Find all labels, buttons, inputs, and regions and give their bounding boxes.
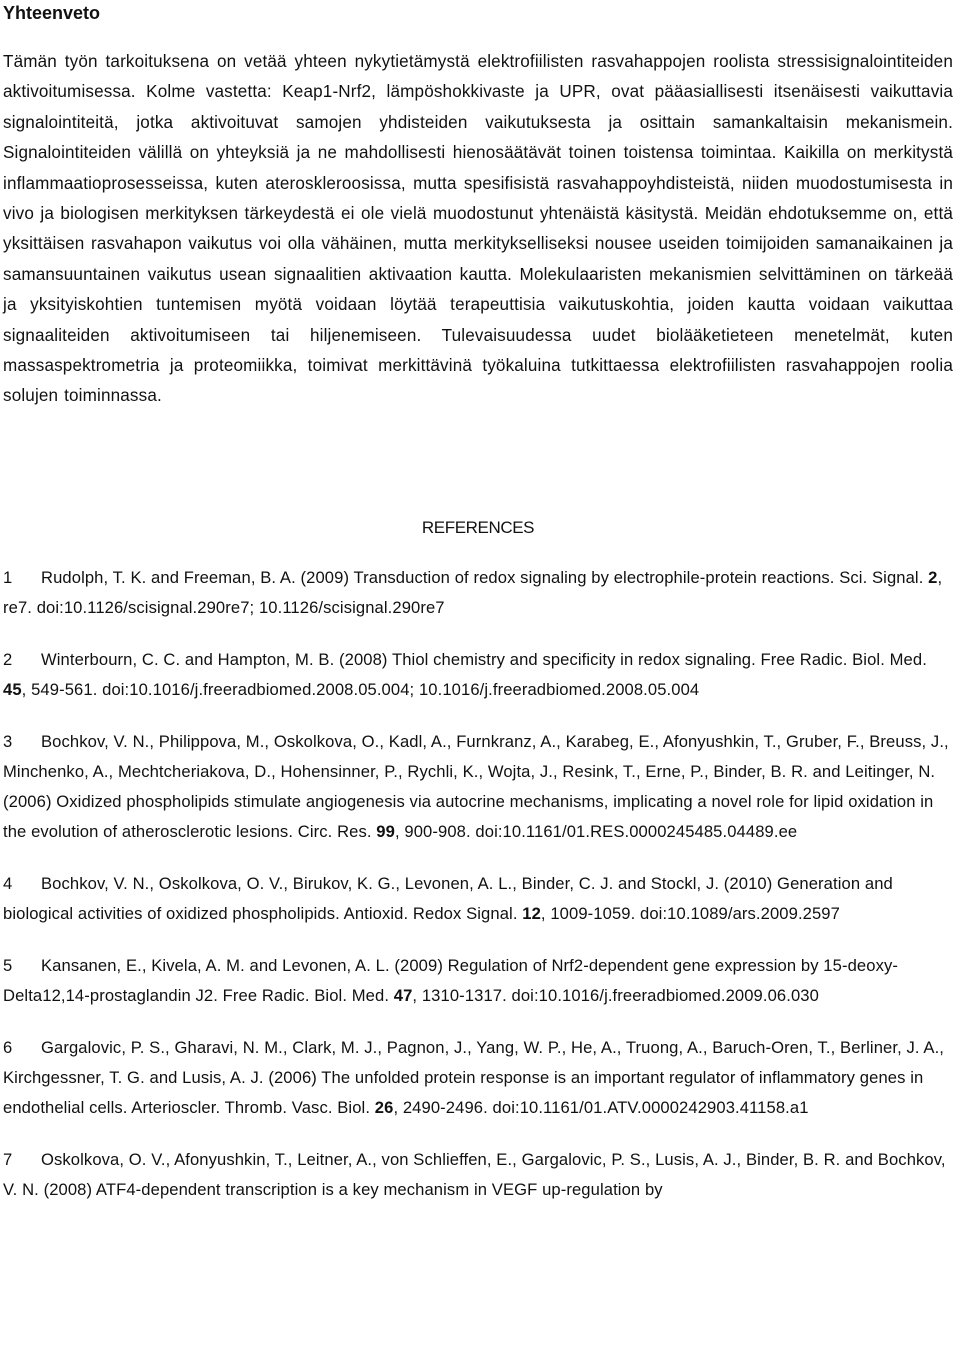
reference-volume: 99 [376, 822, 395, 841]
summary-paragraph: Tämän työn tarkoituksena on vetää yhteen nykytietämystä elektrofiilisten rasvahappojen roolista stressisignalointiteiden aktivoitumisessa. Kolme vastetta: Keap1-Nrf2, lämpöshokkivaste ja UPR, ovat pääasiallisesti itsenäisesti vaikuttavia signalointiteitä, jotka aktivoituvat samojen yhdisteiden vaikutuksesta ja osittain samankaltaisin mekanismein. Signalointiteiden välillä on yhteyksiä ja ne mahdollisesti hienosäätävät toinen toistensa toimintaa. Kaikilla on merkitystä inflammaatioprosesseissa, kuten ateroskleroosissa, mutta spesifisistä rasvahappoyhdisteistä, niiden muodostumisesta in vivo ja biologisen merkityksen tärkeydestä ei ole vielä muodostunut yhtenäistä käsitystä. Meidän ehdotuksemme on, että yksittäisen rasvahapon vaikutus voi olla vähäinen, mutta merkitykselliseksi nousee useiden toimijoiden samanaikainen ja samansuuntainen vaikutus usean signaalitien aktivaation kautta. Molekulaaristen mekanismien selvittäminen on tärkeää ja yksityiskohtien tuntemisen myötä voidaan löytää terapeuttisia vaikutuskohtia, joiden kautta voidaan vaikuttaa signaaliteiden aktivoitumiseen tai hiljenemiseen. Tulevaisuudessa uudet biolääketieteen menetelmät, kuten massaspektrometria ja proteomiikka, toimivat merkittävinä työkaluina tutkittaessa elektrofiilisten rasvahappojen roolia solujen toiminnassa. [3, 52, 953, 406]
reference-text: Bochkov, V. N., Oskolkova, O. V., Birukov, K. G., Levonen, A. L., Binder, C. J. and Stockl, J. (2010) Generation and biological activities of oxidized phospholipids. Antioxid. Redox Signal. [3, 874, 893, 923]
reference-text: Rudolph, T. K. and Freeman, B. A. (2009) Transduction of redox signaling by electrophile-protein reactions. Sci. Signal. [41, 568, 929, 587]
reference-item [3, 951, 953, 1011]
reference-volume: 47 [393, 986, 413, 1005]
reference-volume: 45 [3, 680, 22, 699]
reference-text: Bochkov, V. N., Philippova, M., Oskolkova, O., Kadl, A., Furnkranz, A., Karabeg, E., Afonyushkin, T., Gruber, F., Breuss, J., Minchenko, A., Mechtcheriakova, D., Hohensinner, P., Rychli, K., Wojta, J., Resink, T., Erne, P., Binder, B. R. and Leitinger, N. (2006) Oxidized phospholipids stimulate angiogenesis via autocrine mechanisms, implicating a novel role for lipid oxidation in the evolution of atherosclerotic lesions. Circ. Res. [3, 732, 949, 841]
reference-item [3, 1145, 953, 1205]
reference-volume: 2 [928, 568, 938, 587]
reference-text: Gargalovic, P. S., Gharavi, N. M., Clark, M. J., Pagnon, J., Yang, W. P., He, A., Truong, A., Baruch-Oren, T., Berliner, J. A., Kirchgessner, T. G. and Lusis, A. J. (2006) The unfolded protein response is an important regulator of inflammatory genes in endothelial cells. Arterioscler. Thromb. Vasc. Biol. [3, 1038, 944, 1117]
reference-volume: 26 [374, 1098, 394, 1117]
reference-pages-doi: , 1009-1059. doi:10.1089/ars.2009.2597 [540, 904, 840, 923]
reference-text: Winterbourn, C. C. and Hampton, M. B. (2008) Thiol chemistry and specificity in redox signaling. Free Radic. Biol. Med. [41, 650, 927, 669]
reference-pages-doi: , 1310-1317. doi:10.1016/j.freeradbiomed.2009.06.030 [412, 986, 819, 1005]
reference-text: Oskolkova, O. V., Afonyushkin, T., Leitner, A., von Schlieffen, E., Gargalovic, P. S., Lusis, A. J., Binder, B. R. and Bochkov, V. N. (2008) ATF4-dependent transcription is a key mechanism in VEGF up-regulation by [3, 1150, 946, 1199]
section-heading: Yhteenveto [3, 3, 101, 23]
reference-number: 6 [3, 1038, 13, 1057]
reference-item [3, 1033, 953, 1123]
reference-pages-doi: , 549-561. doi:10.1016/j.freeradbiomed.2008.05.004; 10.1016/j.freeradbiomed.2008.05.004 [21, 680, 700, 699]
reference-number: 5 [3, 956, 13, 975]
reference-pages-doi: , 2490-2496. doi:10.1161/01.ATV.0000242903.41158.a1 [393, 1098, 809, 1117]
reference-number: 2 [3, 650, 13, 669]
reference-number: 3 [3, 732, 13, 751]
reference-pages-doi: , 900-908. doi:10.1161/01.RES.0000245485.04489.ee [394, 822, 798, 841]
reference-item [3, 727, 953, 847]
reference-number: 1 [3, 568, 13, 587]
reference-text: Kansanen, E., Kivela, A. M. and Levonen, A. L. (2009) Regulation of Nrf2-dependent gene expression by 15-deoxy-Delta12,14-prostaglandin J2. Free Radic. Biol. Med. [3, 956, 898, 1005]
reference-item [3, 645, 953, 705]
references-title: REFERENCES [421, 518, 535, 537]
reference-number: 7 [3, 1150, 13, 1169]
reference-item [3, 869, 953, 929]
reference-volume: 12 [522, 904, 541, 923]
reference-item [3, 563, 953, 623]
reference-list [3, 563, 953, 1227]
reference-number: 4 [3, 874, 13, 893]
reference-pages-doi: , re7. doi:10.1126/scisignal.290re7; 10.1126/scisignal.290re7 [3, 568, 943, 617]
